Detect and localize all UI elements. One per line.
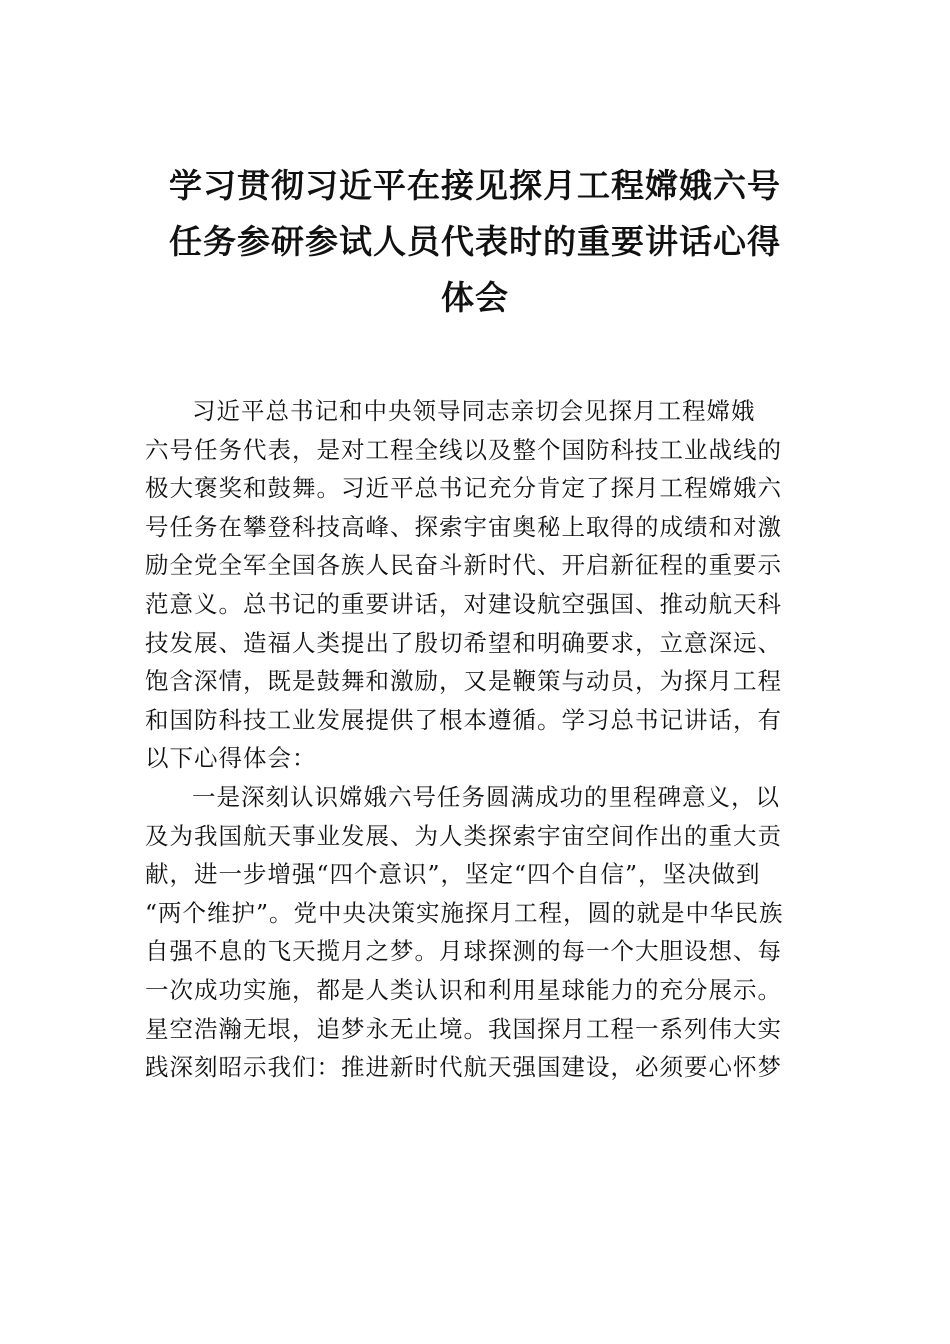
paragraph-line: 和国防科技工业发展提供了根本遵循。学习总书记讲话，有 [145, 705, 782, 734]
paragraph-line: 励全党全军全国各族人民奋斗新时代、开启新征程的重要示 [145, 551, 782, 580]
paragraph-line: 及为我国航天事业发展、为人类探索宇宙空间作出的重大贡 [145, 821, 782, 850]
paragraph-line: 践深刻昭示我们：推进新时代航天强国建设，必须要心怀梦 [145, 1053, 782, 1082]
document-body [145, 392, 813, 1087]
paragraph-2 [145, 778, 813, 1087]
document-title [140, 158, 810, 326]
paragraph-line: 六号任务代表，是对工程全线以及整个国防科技工业战线的 [145, 435, 782, 464]
paragraph-line: “两个维护”。党中央决策实施探月工程，圆的就是中华民族 [145, 898, 784, 927]
paragraph-line: 技发展、造福人类提出了殷切希望和明确要求，立意深远、 [145, 628, 782, 657]
paragraph-line: 一次成功实施，都是人类认识和利用星球能力的充分展示。 [145, 975, 782, 1004]
paragraph-1 [145, 392, 813, 778]
title-line-3: 体会 [441, 278, 509, 317]
paragraph-line: 以下心得体会： [145, 744, 317, 773]
paragraph-line: 一是深刻认识嫦娥六号任务圆满成功的里程碑意义，以 [192, 782, 780, 811]
paragraph-line: 范意义。总书记的重要讲话，对建设航空强国、推动航天科 [145, 589, 782, 618]
paragraph-line: 习近平总书记和中央领导同志亲切会见探月工程嫦娥 [192, 397, 756, 425]
title-line-1: 学习贯彻习近平在接见探月工程嫦娥六号 [169, 166, 781, 205]
paragraph-line: 极大褒奖和鼓舞。习近平总书记充分肯定了探月工程嫦娥六 [145, 474, 782, 503]
paragraph-line: 自强不息的飞天揽月之梦。月球探测的每一个大胆设想、每 [145, 937, 782, 966]
title-line-2: 任务参研参试人员代表时的重要讲话心得 [169, 222, 781, 261]
paragraph-line: 号任务在攀登科技高峰、探索宇宙奥秘上取得的成绩和对激 [145, 512, 782, 541]
paragraph-line: 献，进一步增强“四个意识”，坚定“四个自信”，坚决做到 [145, 860, 761, 889]
paragraph-line: 饱含深情，既是鼓舞和激励，又是鞭策与动员，为探月工程 [145, 667, 782, 696]
paragraph-line: 星空浩瀚无垠，追梦永无止境。我国探月工程一系列伟大实 [145, 1014, 782, 1043]
